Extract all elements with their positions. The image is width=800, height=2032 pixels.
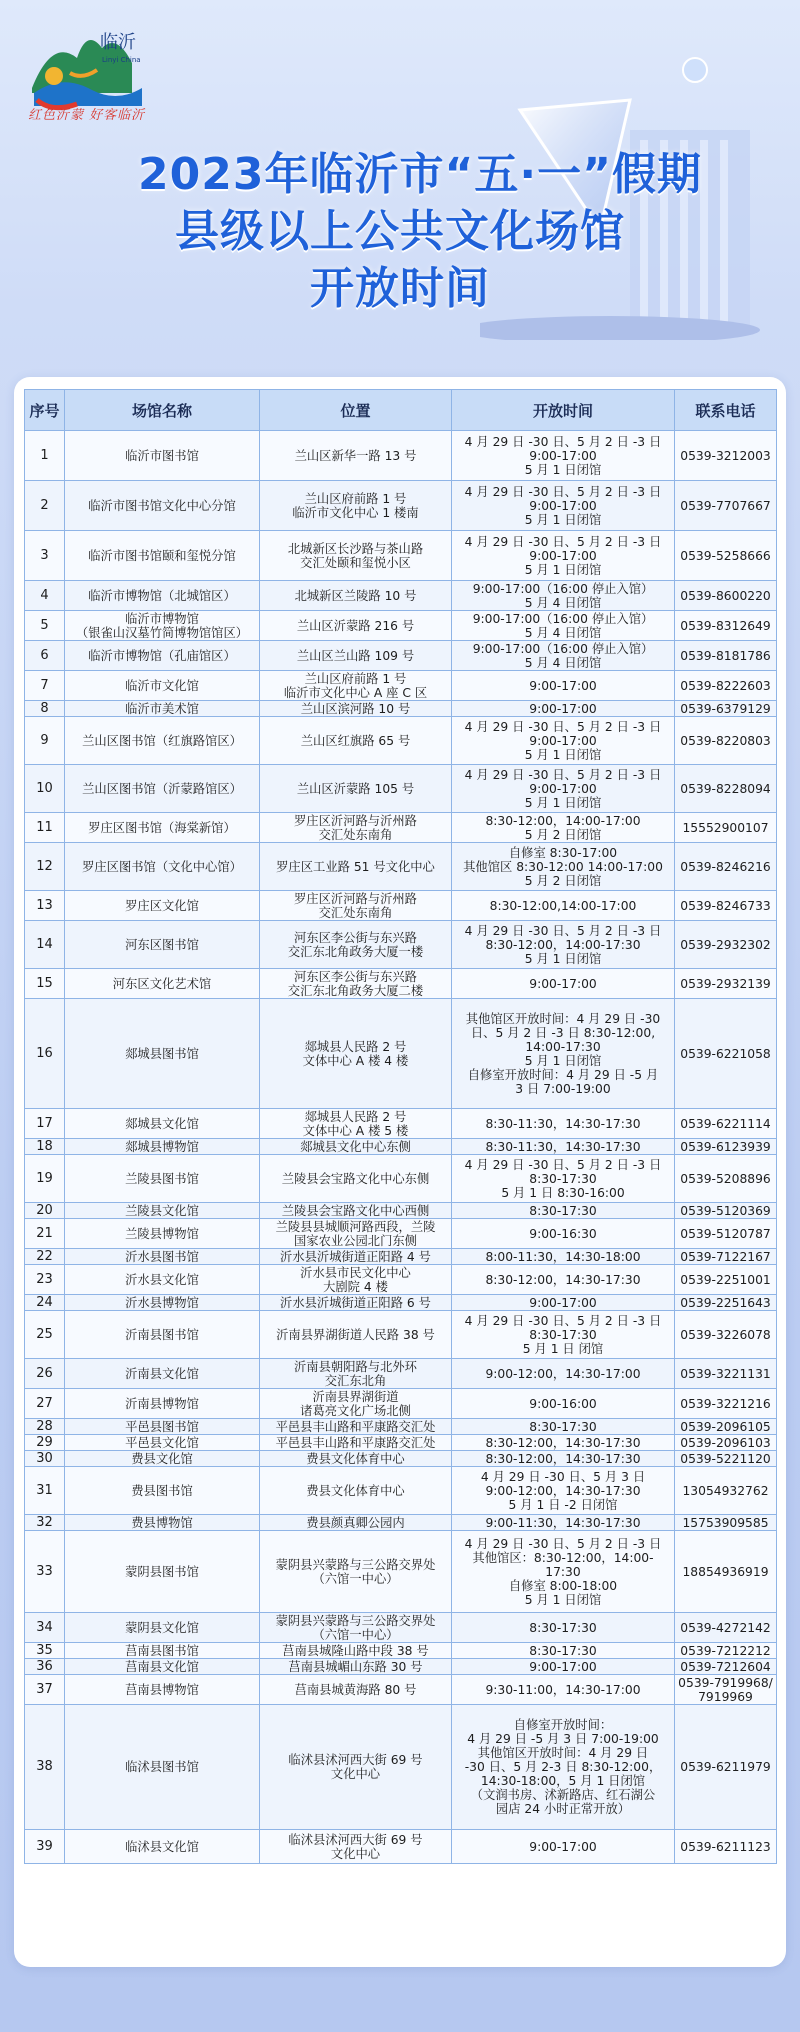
venue-name: 莒南县博物馆 [65, 1675, 260, 1705]
table-row [25, 481, 777, 531]
table-row [25, 1311, 777, 1359]
header-no: 序号 [25, 390, 65, 431]
venue-name: 沂水县文化馆 [65, 1265, 260, 1295]
row-number: 26 [25, 1359, 65, 1389]
table-row [25, 1515, 777, 1531]
contact-phone: 0539-2251643 [675, 1295, 777, 1311]
venue-name: 平邑县图书馆 [65, 1419, 260, 1435]
venue-name: 沂南县文化馆 [65, 1359, 260, 1389]
venue-name: 临沭县图书馆 [65, 1705, 260, 1830]
venue-location: 莒南县城隆山路中段 38 号 [260, 1643, 452, 1659]
contact-phone: 0539-2096103 [675, 1435, 777, 1451]
contact-phone: 0539-5258666 [675, 531, 777, 581]
row-number: 29 [25, 1435, 65, 1451]
row-number: 37 [25, 1675, 65, 1705]
contact-phone: 0539-2251001 [675, 1265, 777, 1295]
table-row [25, 1139, 777, 1155]
opening-hours: 9:00-17:00 [452, 969, 675, 999]
header-hours: 开放时间 [452, 390, 675, 431]
venue-location: 郯城县人民路 2 号 文体中心 A 楼 4 楼 [260, 999, 452, 1109]
table-row [25, 1659, 777, 1675]
contact-phone: 0539-3221216 [675, 1389, 777, 1419]
table-row [25, 1613, 777, 1643]
venue-location: 莒南县城嵋山东路 30 号 [260, 1659, 452, 1675]
venue-location: 罗庄区工业路 51 号文化中心 [260, 843, 452, 891]
table-row [25, 1249, 777, 1265]
header-phone: 联系电话 [675, 390, 777, 431]
row-number: 5 [25, 611, 65, 641]
row-number: 19 [25, 1155, 65, 1203]
row-number: 7 [25, 671, 65, 701]
table-row [25, 1203, 777, 1219]
contact-phone: 0539-8312649 [675, 611, 777, 641]
venue-location: 兰山区新华一路 13 号 [260, 431, 452, 481]
row-number: 11 [25, 813, 65, 843]
header-banner [0, 0, 800, 380]
opening-hours: 4 月 29 日 -30 日、5 月 2 日 -3 日 其他馆区：8:30-12:00，14:00- 17:30 自修室 8:00-18:00 5 月 1 日闭馆 [452, 1531, 675, 1613]
opening-hours: 8:30-12:00，14:30-17:30 [452, 1265, 675, 1295]
opening-hours: 4 月 29 日 -30 日、5 月 2 日 -3 日 9:00-17:00 5 月 1 日闭馆 [452, 717, 675, 765]
venue-name: 费县图书馆 [65, 1467, 260, 1515]
contact-phone: 0539-2932139 [675, 969, 777, 999]
contact-phone: 0539-3212003 [675, 431, 777, 481]
venue-location: 郯城县文化中心东侧 [260, 1139, 452, 1155]
venue-name: 临沂市图书馆文化中心分馆 [65, 481, 260, 531]
venue-name: 平邑县文化馆 [65, 1435, 260, 1451]
row-number: 12 [25, 843, 65, 891]
venue-location: 兰山区沂蒙路 216 号 [260, 611, 452, 641]
venue-location: 罗庄区沂河路与沂州路 交汇处东南角 [260, 891, 452, 921]
opening-hours: 4 月 29 日 -30 日、5 月 2 日 -3 日 8:30-17:30 5 月 1 日 闭馆 [452, 1311, 675, 1359]
opening-hours: 4 月 29 日 -30 日、5 月 2 日 -3 日 8:30-12:00，14:00-17:30 5 月 1 日闭馆 [452, 921, 675, 969]
venue-name: 兰山区图书馆（红旗路馆区） [65, 717, 260, 765]
table-row [25, 1265, 777, 1295]
slogan: 红色沂蒙 好客临沂 [28, 108, 146, 123]
venue-name: 费县博物馆 [65, 1515, 260, 1531]
opening-hours: 其他馆区开放时间：4 月 29 日 -30 日、5 月 2 日 -3 日 8:30-12:00, 14:00-17:30 5 月 1 日闭馆 自修室开放时间：4 月 29 日 -5 月 3 日 7:00-19:00 [452, 999, 675, 1109]
opening-hours: 自修室开放时间： 4 月 29 日 -5 月 3 日 7:00-19:00 其他馆区开放时间：4 月 29 日 -30 日、5 月 2-3 日 8:30-12:00， 14:30-18:00，5 月 1 日闭馆 （文润书房、沭新路店、红石湖公 园店 24 小时正常开放） [452, 1705, 675, 1830]
table-row [25, 531, 777, 581]
row-number: 1 [25, 431, 65, 481]
table-row [25, 999, 777, 1109]
row-number: 23 [25, 1265, 65, 1295]
row-number: 18 [25, 1139, 65, 1155]
contact-phone: 0539-8246216 [675, 843, 777, 891]
contact-phone: 0539-5208896 [675, 1155, 777, 1203]
row-number: 27 [25, 1389, 65, 1419]
venue-name: 莒南县图书馆 [65, 1643, 260, 1659]
table-row [25, 611, 777, 641]
table-row [25, 813, 777, 843]
row-number: 14 [25, 921, 65, 969]
title-line-1: 2023年临沂市“五·一”假期 [137, 149, 702, 200]
table-row [25, 581, 777, 611]
row-number: 2 [25, 481, 65, 531]
venue-name: 蒙阴县文化馆 [65, 1613, 260, 1643]
venue-location: 兰陵县县城顺河路西段，兰陵 国家农业公园北门东侧 [260, 1219, 452, 1249]
contact-phone: 0539-6221114 [675, 1109, 777, 1139]
contact-phone: 0539-5221120 [675, 1451, 777, 1467]
contact-phone: 18854936919 [675, 1531, 777, 1613]
venue-name: 临沭县文化馆 [65, 1830, 260, 1864]
contact-phone: 0539-7919968/ 7919969 [675, 1675, 777, 1705]
opening-hours: 8:30-17:30 [452, 1419, 675, 1435]
venue-name: 罗庄区文化馆 [65, 891, 260, 921]
opening-hours: 9:00-17:00（16:00 停止入馆） 5 月 4 日闭馆 [452, 611, 675, 641]
opening-hours: 9:00-17:00 [452, 1830, 675, 1864]
contact-phone: 0539-8228094 [675, 765, 777, 813]
row-number: 8 [25, 701, 65, 717]
venue-name: 河东区图书馆 [65, 921, 260, 969]
venue-name: 临沂市图书馆颐和玺悦分馆 [65, 531, 260, 581]
venue-location: 蒙阴县兴蒙路与三公路交界处 （六馆一中心） [260, 1531, 452, 1613]
table-row [25, 1155, 777, 1203]
venue-location: 沂南县界湖街道 诸葛亮文化广场北侧 [260, 1389, 452, 1419]
contact-phone: 0539-7122167 [675, 1249, 777, 1265]
opening-hours: 9:00-16:30 [452, 1219, 675, 1249]
venue-name: 临沂市文化馆 [65, 671, 260, 701]
row-number: 20 [25, 1203, 65, 1219]
contact-phone: 13054932762 [675, 1467, 777, 1515]
contact-phone: 0539-8220803 [675, 717, 777, 765]
venue-location: 莒南县城黄海路 80 号 [260, 1675, 452, 1705]
logo-subtext: Linyi China [102, 56, 141, 64]
row-number: 10 [25, 765, 65, 813]
opening-hours: 9:30-11:00，14:30-17:00 [452, 1675, 675, 1705]
table-row [25, 701, 777, 717]
contact-phone: 0539-5120369 [675, 1203, 777, 1219]
opening-hours: 8:30-12:00，14:30-17:30 [452, 1435, 675, 1451]
venue-name: 临沂市博物馆（孔庙馆区） [65, 641, 260, 671]
contact-phone: 15753909585 [675, 1515, 777, 1531]
venue-name: 莒南县文化馆 [65, 1659, 260, 1675]
venue-location: 费县文化体育中心 [260, 1451, 452, 1467]
row-number: 25 [25, 1311, 65, 1359]
opening-hours: 8:30-11:30，14:30-17:30 [452, 1139, 675, 1155]
opening-hours: 9:00-11:30，14:30-17:30 [452, 1515, 675, 1531]
venue-location: 蒙阴县兴蒙路与三公路交界处 （六馆一中心） [260, 1613, 452, 1643]
venue-location: 郯城县人民路 2 号 文体中心 A 楼 5 楼 [260, 1109, 452, 1139]
opening-hours: 8:30-12:00，14:00-17:00 5 月 2 日闭馆 [452, 813, 675, 843]
venue-name: 临沂市博物馆 （银雀山汉墓竹简博物馆馆区） [65, 611, 260, 641]
header-venue: 场馆名称 [65, 390, 260, 431]
opening-hours: 8:30-11:30，14:30-17:30 [452, 1109, 675, 1139]
opening-hours: 8:00-11:30，14:30-18:00 [452, 1249, 675, 1265]
venue-location: 临沭县沭河西大街 69 号 文化中心 [260, 1830, 452, 1864]
row-number: 35 [25, 1643, 65, 1659]
table-row [25, 1295, 777, 1311]
table-row [25, 1531, 777, 1613]
venue-name: 兰陵县博物馆 [65, 1219, 260, 1249]
page-title [0, 146, 800, 317]
contact-phone: 0539-8246733 [675, 891, 777, 921]
contact-phone: 0539-6211979 [675, 1705, 777, 1830]
venue-location: 兰山区府前路 1 号 临沂市文化中心 A 座 C 区 [260, 671, 452, 701]
table-row [25, 1359, 777, 1389]
opening-hours: 9:00-12:00，14:30-17:00 [452, 1359, 675, 1389]
row-number: 16 [25, 999, 65, 1109]
opening-hours: 8:30-17:30 [452, 1613, 675, 1643]
venue-location: 罗庄区沂河路与沂州路 交汇处东南角 [260, 813, 452, 843]
venue-location: 河东区李公街与东兴路 交汇东北角政务大厦二楼 [260, 969, 452, 999]
row-number: 28 [25, 1419, 65, 1435]
table-row [25, 843, 777, 891]
opening-hours: 9:00-17:00 [452, 671, 675, 701]
contact-phone: 0539-7212604 [675, 1659, 777, 1675]
table-row [25, 1219, 777, 1249]
venue-name: 罗庄区图书馆（海棠新馆） [65, 813, 260, 843]
venue-name: 费县文化馆 [65, 1451, 260, 1467]
row-number: 15 [25, 969, 65, 999]
table-row [25, 671, 777, 701]
venue-name: 兰陵县文化馆 [65, 1203, 260, 1219]
opening-hours: 4 月 29 日 -30 日、5 月 2 日 -3 日 9:00-17:00 5 月 1 日闭馆 [452, 431, 675, 481]
title-line-2: 县级以上公共文化场馆 [175, 206, 625, 257]
row-number: 31 [25, 1467, 65, 1515]
table-row [25, 1643, 777, 1659]
contact-phone: 0539-8600220 [675, 581, 777, 611]
venue-location: 兰山区滨河路 10 号 [260, 701, 452, 717]
opening-hours: 9:00-17:00（16:00 停止入馆） 5 月 4 日闭馆 [452, 581, 675, 611]
row-number: 13 [25, 891, 65, 921]
opening-hours: 9:00-17:00 [452, 701, 675, 717]
venue-location: 费县文化体育中心 [260, 1467, 452, 1515]
contact-phone: 0539-4272142 [675, 1613, 777, 1643]
table-row [25, 1389, 777, 1419]
venue-location: 兰山区沂蒙路 105 号 [260, 765, 452, 813]
table-row [25, 1451, 777, 1467]
row-number: 6 [25, 641, 65, 671]
venue-name: 沂南县博物馆 [65, 1389, 260, 1419]
row-number: 21 [25, 1219, 65, 1249]
venue-location: 沂水县沂城街道正阳路 4 号 [260, 1249, 452, 1265]
opening-hours: 8:30-12:00,14:00-17:00 [452, 891, 675, 921]
venue-name: 河东区文化艺术馆 [65, 969, 260, 999]
row-number: 4 [25, 581, 65, 611]
table-row [25, 717, 777, 765]
venue-name: 沂水县博物馆 [65, 1295, 260, 1311]
venue-name: 郯城县博物馆 [65, 1139, 260, 1155]
row-number: 38 [25, 1705, 65, 1830]
venue-name: 临沂市博物馆（北城馆区） [65, 581, 260, 611]
table-row [25, 641, 777, 671]
row-number: 24 [25, 1295, 65, 1311]
opening-hours: 自修室 8:30-17:00 其他馆区 8:30-12:00 14:00-17:00 5 月 2 日闭馆 [452, 843, 675, 891]
contact-phone: 0539-6123939 [675, 1139, 777, 1155]
table-row [25, 1435, 777, 1451]
row-number: 32 [25, 1515, 65, 1531]
opening-hours: 8:30-17:30 [452, 1203, 675, 1219]
venue-name: 沂水县图书馆 [65, 1249, 260, 1265]
logo-text: 临沂 [100, 32, 136, 53]
venue-location: 平邑县丰山路和平康路交汇处 [260, 1435, 452, 1451]
opening-hours: 4 月 29 日 -30 日、5 月 2 日 -3 日 9:00-17:00 5 月 1 日闭馆 [452, 531, 675, 581]
venue-name: 罗庄区图书馆（文化中心馆） [65, 843, 260, 891]
venue-location: 兰山区红旗路 65 号 [260, 717, 452, 765]
opening-hours: 8:30-12:00，14:30-17:30 [452, 1451, 675, 1467]
table-row [25, 1467, 777, 1515]
title-line-3: 开放时间 [310, 263, 490, 314]
opening-hours: 4 月 29 日 -30 日、5 月 2 日 -3 日 8:30-17:30 5 月 1 日 8:30-16:00 [452, 1155, 675, 1203]
venue-name: 临沂市美术馆 [65, 701, 260, 717]
schedule-table [24, 389, 777, 1864]
table-row [25, 431, 777, 481]
row-number: 33 [25, 1531, 65, 1613]
venue-name: 郯城县图书馆 [65, 999, 260, 1109]
row-number: 36 [25, 1659, 65, 1675]
contact-phone: 0539-2096105 [675, 1419, 777, 1435]
table-row [25, 1419, 777, 1435]
table-row [25, 891, 777, 921]
contact-phone: 0539-3226078 [675, 1311, 777, 1359]
contact-phone: 0539-7212212 [675, 1643, 777, 1659]
contact-phone: 0539-7707667 [675, 481, 777, 531]
row-number: 39 [25, 1830, 65, 1864]
header-location: 位置 [260, 390, 452, 431]
venue-location: 平邑县丰山路和平康路交汇处 [260, 1419, 452, 1435]
row-number: 17 [25, 1109, 65, 1139]
venue-location: 河东区李公街与东兴路 交汇东北角政务大厦一楼 [260, 921, 452, 969]
venue-location: 费县颜真卿公园内 [260, 1515, 452, 1531]
venue-name: 兰山区图书馆（沂蒙路馆区） [65, 765, 260, 813]
table-row [25, 1705, 777, 1830]
venue-name: 兰陵县图书馆 [65, 1155, 260, 1203]
venue-location: 兰山区兰山路 109 号 [260, 641, 452, 671]
contact-phone: 0539-5120787 [675, 1219, 777, 1249]
venue-location: 北城新区兰陵路 10 号 [260, 581, 452, 611]
contact-phone: 0539-2932302 [675, 921, 777, 969]
opening-hours: 8:30-17:30 [452, 1643, 675, 1659]
venue-location: 兰陵县会宝路文化中心东侧 [260, 1155, 452, 1203]
contact-phone: 15552900107 [675, 813, 777, 843]
opening-hours: 4 月 29 日 -30 日、5 月 2 日 -3 日 9:00-17:00 5 月 1 日闭馆 [452, 481, 675, 531]
venue-location: 兰山区府前路 1 号 临沂市文化中心 1 楼南 [260, 481, 452, 531]
contact-phone: 0539-6211123 [675, 1830, 777, 1864]
venue-location: 沂南县界湖街道人民路 38 号 [260, 1311, 452, 1359]
venue-location: 沂南县朝阳路与北外环 交汇东北角 [260, 1359, 452, 1389]
table-header-row [25, 390, 777, 431]
venue-name: 郯城县文化馆 [65, 1109, 260, 1139]
table-row [25, 1675, 777, 1705]
venue-location: 临沭县沭河西大街 69 号 文化中心 [260, 1705, 452, 1830]
table-row [25, 921, 777, 969]
table-row [25, 1830, 777, 1864]
venue-location: 兰陵县会宝路文化中心西侧 [260, 1203, 452, 1219]
opening-hours: 9:00-17:00 [452, 1659, 675, 1675]
table-row [25, 765, 777, 813]
row-number: 9 [25, 717, 65, 765]
contact-phone: 0539-8222603 [675, 671, 777, 701]
opening-hours: 4 月 29 日 -30 日、5 月 3 日 9:00-12:00，14:30-17:30 5 月 1 日 -2 日闭馆 [452, 1467, 675, 1515]
row-number: 34 [25, 1613, 65, 1643]
opening-hours: 9:00-17:00（16:00 停止入馆） 5 月 4 日闭馆 [452, 641, 675, 671]
row-number: 22 [25, 1249, 65, 1265]
venue-location: 沂水县沂城街道正阳路 6 号 [260, 1295, 452, 1311]
schedule-table-card [14, 377, 786, 1967]
row-number: 3 [25, 531, 65, 581]
table-row [25, 969, 777, 999]
venue-name: 沂南县图书馆 [65, 1311, 260, 1359]
contact-phone: 0539-6221058 [675, 999, 777, 1109]
contact-phone: 0539-6379129 [675, 701, 777, 717]
venue-location: 北城新区长沙路与茶山路 交汇处颐和玺悦小区 [260, 531, 452, 581]
contact-phone: 0539-8181786 [675, 641, 777, 671]
table-row [25, 1109, 777, 1139]
venue-name: 蒙阴县图书馆 [65, 1531, 260, 1613]
venue-location: 沂水县市民文化中心 大剧院 4 楼 [260, 1265, 452, 1295]
opening-hours: 4 月 29 日 -30 日、5 月 2 日 -3 日 9:00-17:00 5 月 1 日闭馆 [452, 765, 675, 813]
contact-phone: 0539-3221131 [675, 1359, 777, 1389]
opening-hours: 9:00-17:00 [452, 1295, 675, 1311]
row-number: 30 [25, 1451, 65, 1467]
opening-hours: 9:00-16:00 [452, 1389, 675, 1419]
venue-name: 临沂市图书馆 [65, 431, 260, 481]
